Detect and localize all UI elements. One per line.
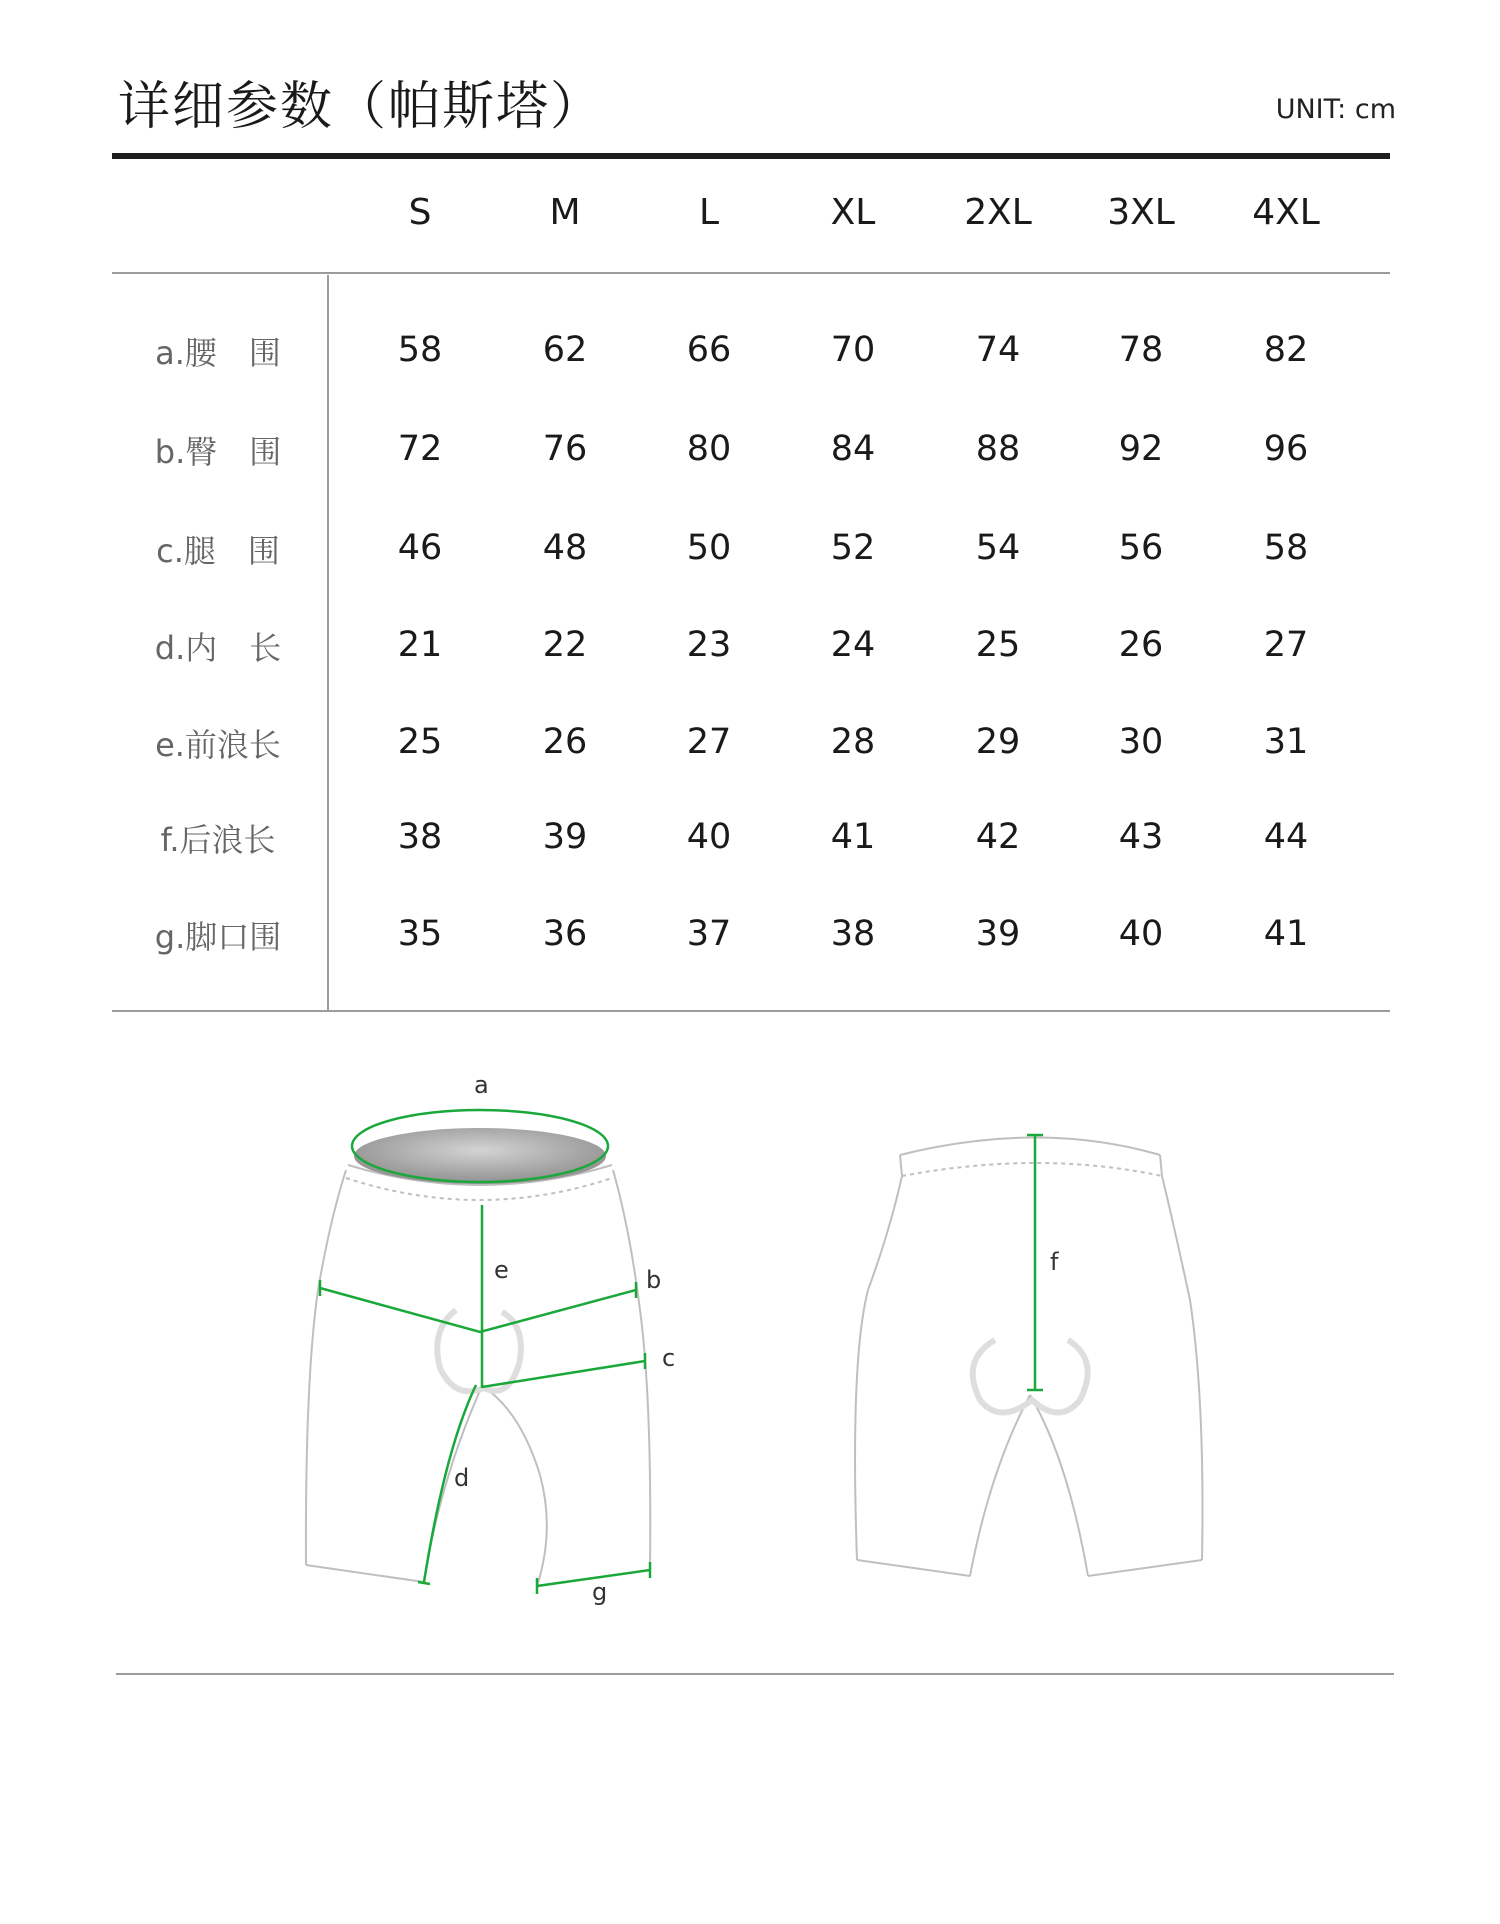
table-cell: 62: [542, 330, 588, 370]
size-header-m: M: [549, 192, 581, 233]
table-cell: 92: [1118, 429, 1164, 469]
table-cell: 25: [397, 722, 443, 762]
size-header-xl: XL: [830, 192, 876, 233]
table-cell: 54: [975, 528, 1021, 568]
row-label-waist: a.腰 围: [155, 334, 281, 372]
label-g: g: [592, 1578, 608, 1606]
label-b: b: [646, 1266, 662, 1294]
row-label-hip: b.臀 围: [154, 433, 282, 471]
table-cell: 82: [1263, 330, 1309, 370]
row-label-thigh: c.腿 围: [156, 532, 280, 570]
table-cell: 96: [1263, 429, 1309, 469]
table-cell: 40: [686, 817, 732, 857]
size-header-l: L: [698, 192, 720, 233]
table-cell: 88: [975, 429, 1021, 469]
table-cell: 58: [397, 330, 443, 370]
table-cell: 36: [542, 914, 588, 954]
table-cell: 25: [975, 625, 1021, 665]
header-divider: [112, 272, 1390, 274]
table-cell: 41: [830, 817, 876, 857]
table-cell: 28: [830, 722, 876, 762]
table-cell: 39: [542, 817, 588, 857]
table-cell: 43: [1118, 817, 1164, 857]
shorts-measurement-diagram: [0, 1050, 1500, 1650]
row-label-inseam: d.内 长: [154, 629, 282, 667]
table-cell: 52: [830, 528, 876, 568]
table-cell: 38: [830, 914, 876, 954]
back-view-shorts: [855, 1138, 1202, 1577]
table-cell: 56: [1118, 528, 1164, 568]
row-label-back-rise: f.后浪长: [160, 821, 276, 859]
table-bottom-divider: [112, 1010, 1390, 1012]
table-cell: 31: [1263, 722, 1309, 762]
table-cell: 72: [397, 429, 443, 469]
table-cell: 70: [830, 330, 876, 370]
table-cell: 42: [975, 817, 1021, 857]
table-cell: 27: [1263, 625, 1309, 665]
table-cell: 23: [686, 625, 732, 665]
table-cell: 37: [686, 914, 732, 954]
table-cell: 58: [1263, 528, 1309, 568]
table-cell: 48: [542, 528, 588, 568]
unit-label: UNIT: cm: [1275, 94, 1396, 125]
table-cell: 50: [686, 528, 732, 568]
table-cell: 80: [686, 429, 732, 469]
table-cell: 35: [397, 914, 443, 954]
title-divider: [112, 153, 1390, 159]
size-header-2xl: 2XL: [964, 192, 1032, 233]
label-column-divider: [327, 275, 329, 1010]
hip-measure-line: [320, 1288, 636, 1332]
table-cell: 46: [397, 528, 443, 568]
table-cell: 24: [830, 625, 876, 665]
table-cell: 41: [1263, 914, 1309, 954]
label-f: f: [1050, 1248, 1059, 1276]
table-cell: 26: [542, 722, 588, 762]
table-cell: 30: [1118, 722, 1164, 762]
table-cell: 84: [830, 429, 876, 469]
table-cell: 66: [686, 330, 732, 370]
table-cell: 78: [1118, 330, 1164, 370]
table-cell: 74: [975, 330, 1021, 370]
waist-opening: [354, 1128, 606, 1184]
table-cell: 29: [975, 722, 1021, 762]
label-d: d: [454, 1464, 470, 1492]
table-cell: 39: [975, 914, 1021, 954]
table-cell: 27: [686, 722, 732, 762]
table-cell: 44: [1263, 817, 1309, 857]
row-label-front-rise: e.前浪长: [155, 726, 281, 764]
table-cell: 76: [542, 429, 588, 469]
size-header-s: S: [408, 192, 432, 233]
label-c: c: [662, 1344, 676, 1372]
page-title: 详细参数（帕斯塔）: [118, 77, 605, 137]
size-header-4xl: 4XL: [1252, 192, 1320, 233]
label-a: a: [474, 1071, 489, 1099]
footer-divider: [116, 1673, 1394, 1675]
table-cell: 21: [397, 625, 443, 665]
table-cell: 26: [1118, 625, 1164, 665]
row-label-leg-opening: g.脚口围: [154, 918, 282, 956]
front-view-shorts: [306, 1165, 650, 1586]
label-e: e: [494, 1256, 509, 1284]
thigh-measure-line: [482, 1361, 645, 1387]
table-cell: 38: [397, 817, 443, 857]
size-header-3xl: 3XL: [1107, 192, 1175, 233]
table-cell: 40: [1118, 914, 1164, 954]
table-cell: 22: [542, 625, 588, 665]
